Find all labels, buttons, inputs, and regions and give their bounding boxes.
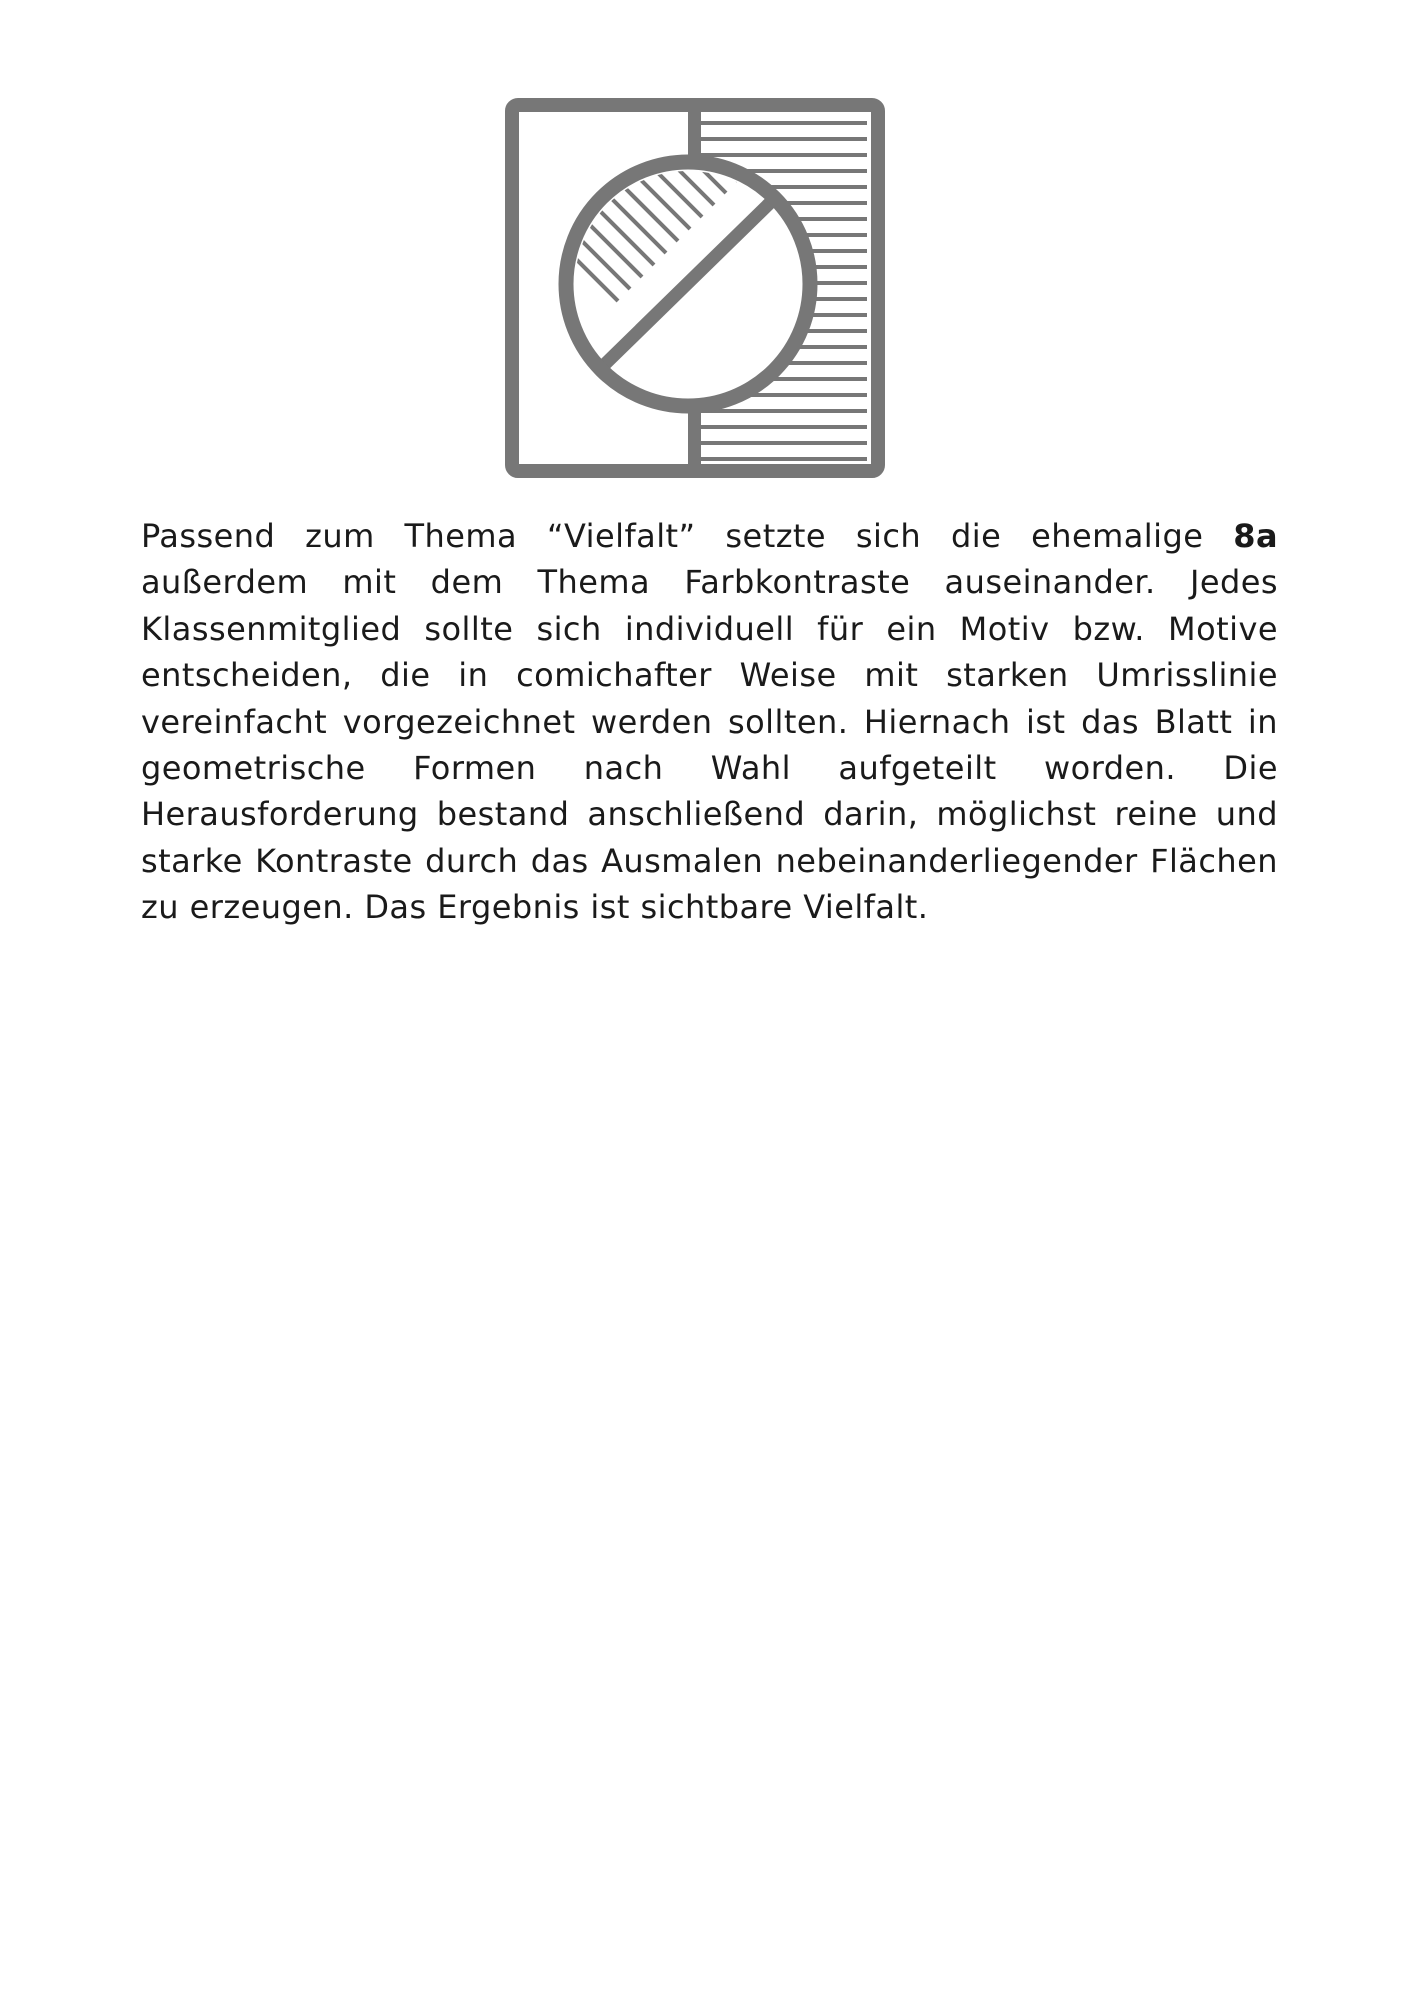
class-name-bold: 8a xyxy=(1233,517,1278,555)
paragraph-text-rest: außerdem mit dem Thema Farbkontraste auseinander. Jedes Klassenmitglied sollte sich individuell für ein Motiv bzw. Motive entscheiden, die in comichafter Weise mit starken Umrisslinie vereinfacht vorgezeichnet werden sollten. Hiernach ist das Blatt in geometrische Formen nach Wahl aufgeteilt worden. Die Herausforderung bestand anschließend darin, möglichst reine und starke Kontraste durch das Ausmalen nebeinanderliegender Flächen zu erzeugen. Das Ergebnis ist sichtbare Vielfalt. xyxy=(141,563,1278,927)
geometric-contrast-icon xyxy=(503,96,887,480)
paragraph-text-start: Passend zum Thema “Vielfalt” setzte sich die ehemalige xyxy=(141,517,1234,555)
body-paragraph xyxy=(141,513,1278,931)
